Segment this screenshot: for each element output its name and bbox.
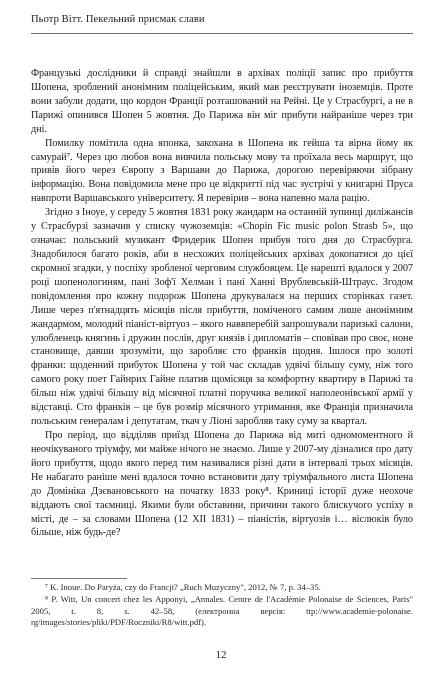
running-header: Пьотр Вітт. Пекельний присмак слави [31,14,205,25]
body-text [31,67,413,540]
footnotes [31,582,413,629]
paragraph: Помилку помітила одна японка, закохана в Шопена як гейша та вірна йому як самурай⁷. Через цю любов вона вивчила польську мову та проїхала весь маршрут, що привів його через Європу з Варшави до Парижа, дорогою перевіряючи зібрану інформацію. Вона повідомила мене про це відкритті під час зустрічі у книгарні Пруса навпроти Варшавського університету. Я перевірив – вона напевно мала рацію. [31,137,413,205]
page-number: 12 [215,649,227,661]
header-rule [31,33,413,34]
paragraph: Французькі дослідники й справді знайшли в архівах поліції запис про прибуття Шопена, зроблений анонімним поліцейським, який мав реєструвати іноземців. Проте вони забули додати, що кордон Франції розташований на Рейні. Це у Страсбургі, а не в Парижі опинився Шопен 5 жовтня. До Парижа він міг прибути найраніше через три дні. [31,68,413,135]
paragraph: Згідно з Іноуе, у середу 5 жовтня 1831 року жандарм на останній зупинці диліжансів у Страсбурзі зазначив у списку чужоземців: «Chopin Fic music polon Strasb 5», що означає: польський музикант Фридерик Шопен прибув того дня до Страсбурга. Знадобилося багато років, аби в несхожих поліцейських архівах докопатися до цієї скромної згадки, у поспіху зробленої черговим службовцем. Це нарешті вдалося у 2007 році шопенологиням, пані Зоф'ї Хелман і пані Ханні Врублевській-Штраус. Згодом повідомлення про кожну подорож Шопена друкувалася на перших сторінках газет. Лише через п'ятнадцять місяців після прибуття, поміченого самим лише анонімним жандармом, молодий піаніст-віртуоз – якого наввперебій запрошували паризькі салони, улюбленець княгинь і дружин послів, друг князів і дипломатів – сповівав про своє, ноне становище, давши зрозуміти, що заробляє сто франків щодня. Ішлося про золоті франки: щоденний прибуток Шопена у той час складав удвічі більшу суму, ніж того самого року поет Гайнрих Гайне платив щомісяця за комфортну квартиру в Парижі та більш ніж удвічі більшу від місячної платні поручика великої наполеонівської армії у відставці. Сто франків – це був розмір місячного утримання, яке Франція призначила польським генералам і депутатам, ткач у Ліоні заробляв таку суму за квартал. [31,207,413,428]
footnote-rule [31,578,127,579]
footnote: ⁷ K. Inoue. Do Paryża, czy do Francji? „Ruch Muzyczny", 2012, № 7, p. 34–35. [45,582,321,592]
paragraph: Про період, що відділяв приїзд Шопена до Парижа від миті одномоментного й неочікуваного тріумфу, ми майже нічого не знаємо. Лише у 2007-му дізналися про дату його прибуття, щодо якого перед тим називалися різні дати в інтервалі трьох місяців. Не набагато раніше мені вдалося точно встановити дату тріумфального листа Шопена до Домініка Дзєвановського на початку 1833 року⁸. Криниці історії дуже неохоче віддають свої таємниці. Якими були обставини, причини такого блискучого успіху в місті, де – за словами Шопена (12 XII 1831) – піаністів, віртуозів і… віслюків було більше, ніж будь-де? [31,429,413,539]
footnote: ⁸ P. Witt, Un concert chez les Apponyi, „Annales. Centre de l'Académie Polonaise de Sciences, Paris" 2005, t. 8, s. 42–58, (електронна версія: ttp://www.academie-polonaise. rg/images/stories/pliki/PDF/Roczniki/R8/witt.pdf). [31,593,413,628]
